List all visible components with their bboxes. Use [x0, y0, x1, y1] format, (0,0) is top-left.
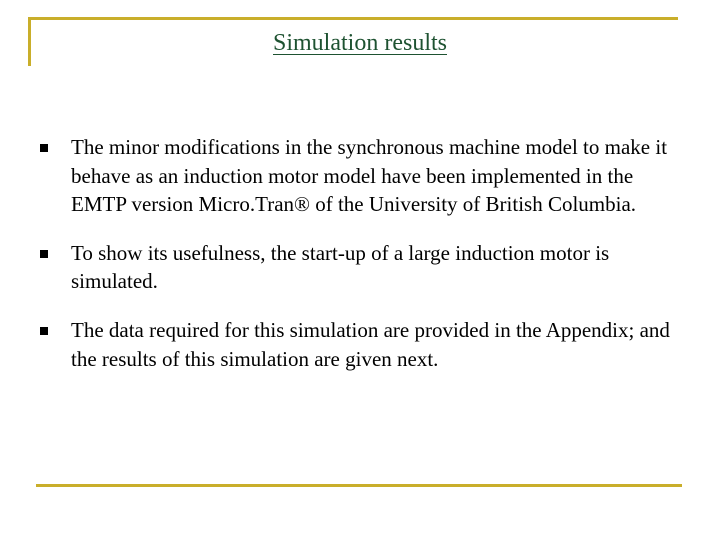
bullet-text: The minor modifications in the synchronous machine model to make it behave as an induction motor model have been implemented in the EMTP version Micro.Tran® of the University of British Columbia. [71, 135, 668, 217]
square-bullet-icon [40, 250, 48, 258]
bullet-item [40, 239, 680, 296]
frame-bottom-rule [36, 484, 682, 487]
slide-title: Simulation results [273, 30, 447, 56]
bullet-item [40, 133, 680, 219]
bullet-list [40, 133, 680, 393]
bullet-text: To show its usefulness, the start-up of a large induction motor is simulated. [71, 240, 610, 294]
square-bullet-icon [40, 144, 48, 152]
frame-top-rule [30, 17, 678, 20]
square-bullet-icon [40, 327, 48, 335]
bullet-text: The data required for this simulation are provided in the Appendix; and the results of this simulation are given next. [71, 317, 670, 371]
bullet-item [40, 316, 680, 373]
